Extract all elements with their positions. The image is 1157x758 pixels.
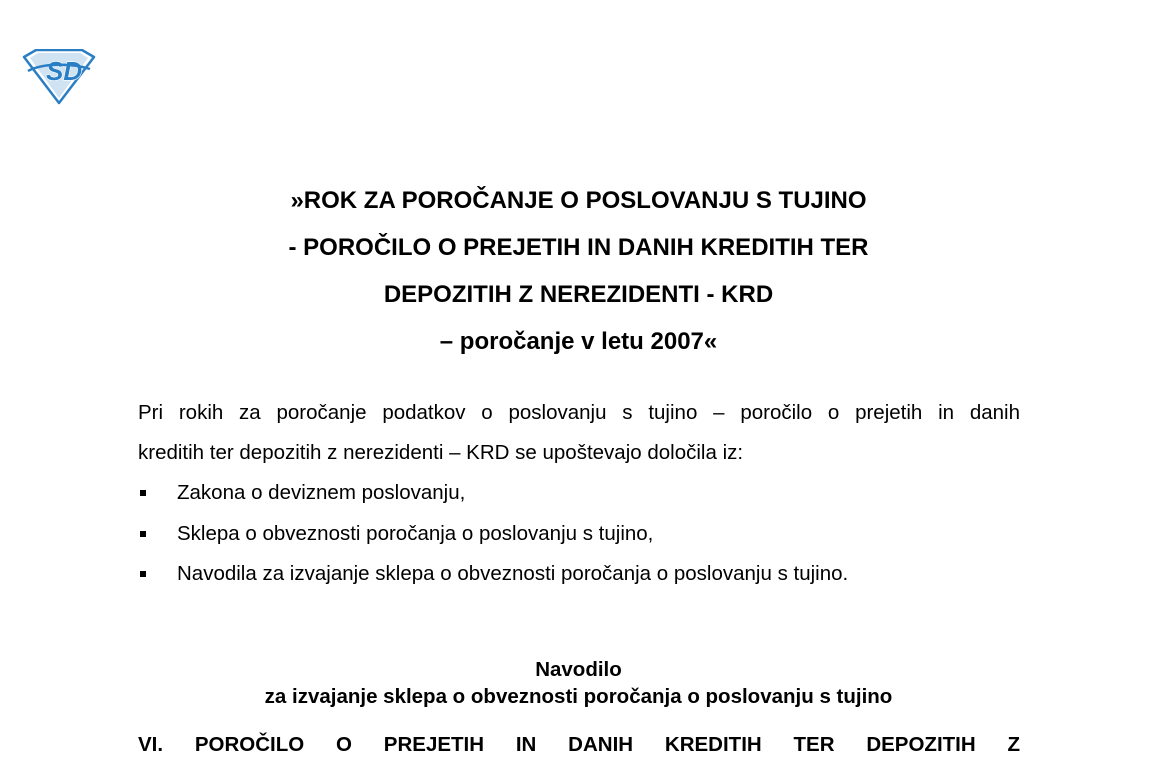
section-heading: VI. POROČILO O PREJETIH IN DANIH KREDITIH TER DEPOZITIH Z <box>138 733 1020 756</box>
navodilo-subtitle: za izvajanje sklepa o obveznosti poročanja o poslovanju s tujino <box>264 685 893 708</box>
title-line-1: »ROK ZA POROČANJE O POSLOVANJU S TUJINO <box>290 187 867 214</box>
document-title <box>0 177 1157 365</box>
list-item <box>138 554 1020 595</box>
bullet-icon <box>140 490 146 496</box>
sd-shield-logo-icon <box>22 49 96 105</box>
title-line-4: – poročanje v letu 2007« <box>439 328 718 355</box>
navodilo-title: Navodilo <box>535 658 622 681</box>
list-item-text: Zakona o deviznem poslovanju, <box>177 481 466 504</box>
list-item <box>138 473 1020 514</box>
intro-line-2: kreditih ter depozitih z nerezidenti – KRD se upoštevajo določila iz: <box>138 441 744 464</box>
list-item-text: Sklepa o obveznosti poročanja o poslovanju s tujino, <box>177 521 654 545</box>
title-line-3: DEPOZITIH Z NEREZIDENTI - KRD <box>383 281 774 308</box>
bullet-icon <box>140 571 146 577</box>
title-line-2: - POROČILO O PREJETIH IN DANIH KREDITIH TER <box>288 234 869 261</box>
svg-text:SD: SD <box>46 56 83 86</box>
regulations-list <box>138 473 1020 595</box>
intro-paragraph <box>138 393 1020 473</box>
navodilo-heading <box>0 656 1157 710</box>
intro-line-1: Pri rokih za poročanje podatkov o poslovanju s tujino – poročilo o prejetih in danih <box>138 401 1020 424</box>
list-item <box>138 514 1020 555</box>
list-item-text: Navodila za izvajanje sklepa o obveznosti poročanja o poslovanju s tujino. <box>177 562 849 585</box>
bullet-icon <box>140 531 146 537</box>
